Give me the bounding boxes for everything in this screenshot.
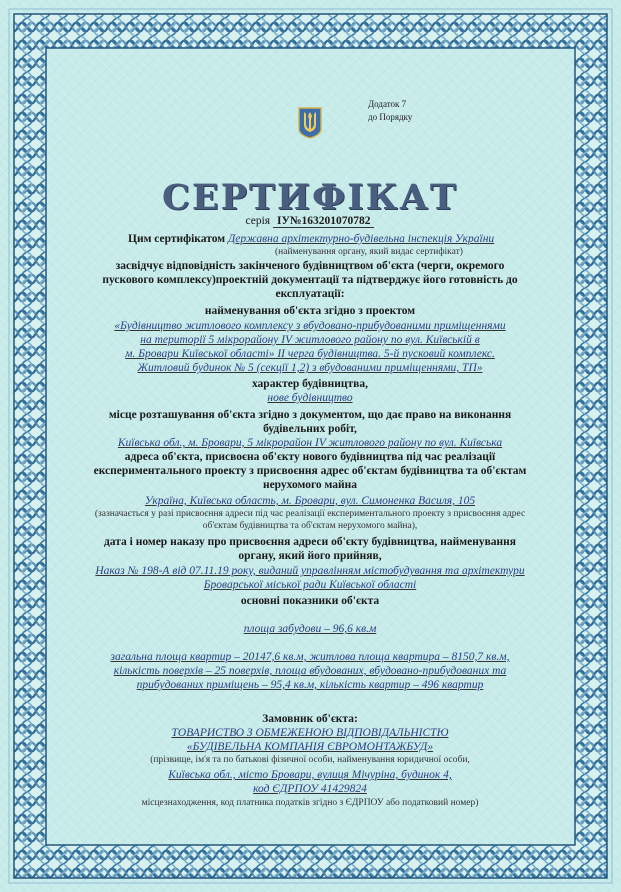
customer-address: Київська обл., місто Бровари, вулиця Мічуріна, будинок 4, <box>168 769 452 781</box>
series-line <box>60 215 560 227</box>
indicators-heading: основні показники об'єкта <box>240 595 380 607</box>
address-heading-1: адреса об'єкта, присвоєна об'єкту нового будівництва під час реалізації <box>124 451 496 463</box>
issuing-authority: Державна архітектурно-будівельна інспекція України <box>227 233 495 245</box>
location-heading-1: місце розташування об'єкта згідно з документом, що дає право на виконання <box>108 409 512 421</box>
series-number: ІУ№163201070782 <box>273 215 374 228</box>
indicators-line-3: прибудованих приміщень – 95,4 кв.м, кількість квартир – 496 квартир <box>136 679 484 691</box>
customer-code: код ЄДРПОУ 41429824 <box>253 783 367 795</box>
object-name-heading: найменування об'єкта згідно з проектом <box>204 305 416 317</box>
object-name-line-3: м. Бровари Київської області» ІІ черга будівництва. 5-й пусковий комплекс. <box>125 348 495 360</box>
character-value: нове будівництво <box>267 392 353 404</box>
annex-line-2: до Порядку <box>368 112 413 122</box>
address-heading-3: нерухомого майна <box>262 479 358 491</box>
object-name-line-2: на території 5 мікрорайону ІV житлового району по вул. Київській в <box>140 334 480 346</box>
object-name-line-1: «Будівництво житлового комплексу з вбудовано-прибудованими приміщеннями <box>114 320 506 332</box>
address-value: Україна, Київська область, м. Бровари, вул. Симоненка Василя, 105 <box>144 495 476 507</box>
customer-name-2: «БУДІВЕЛЬНА КОМПАНІЯ ЄВРОМОНТАЖБУД» <box>186 741 434 753</box>
indicators-line-1: загальна площа квартир – 20147,6 кв.м, житлова площа квартира – 8150,7 кв.м, <box>110 651 510 663</box>
location-value: Київська обл., м. Бровари, 5 мікрорайон ІV житлового району по вул. Київська <box>117 437 503 449</box>
address-heading-2: експериментального проекту з присвоєння адрес об'єктам будівництва та об'єктам <box>93 465 527 477</box>
customer-heading: Замовник об'єкта: <box>262 713 358 725</box>
object-name-line-4: Житловий будинок № 5 (секції 1,2) з вбудованими приміщеннями, ТП» <box>137 362 483 374</box>
address-note-1: (зазначається у разі присвоєння адреси під час реалізації експериментального проекту з присвоєння адрес <box>94 509 526 519</box>
address-note-2: об'єктам будівництва та об'єктам нерухомого майна), <box>202 521 418 531</box>
statement-line-1: засвідчує відповідність закінченого будівництвом об'єкта (черги, окремого <box>115 260 505 272</box>
statement-line-2: пускового комплексу)проектній документації та підтверджує його готовність до <box>102 274 518 286</box>
order-value-1: Наказ № 198-А від 07.11.19 року, виданий управлінням містобудування та архітектури <box>95 565 525 577</box>
indicators-line-2: кількість поверхів – 25 поверхів, площа вбудованих, вбудовано-прибудованих та <box>113 665 507 677</box>
order-heading-1: дата і номер наказу про присвоєння адреси об'єкту будівництва, найменування <box>103 536 517 548</box>
intro-prefix: Цим сертифікатом <box>128 233 226 245</box>
statement-line-3: експлуатації: <box>275 288 345 300</box>
order-heading-2: органу, який його прийняв, <box>238 550 382 562</box>
character-heading: характер будівництва, <box>251 378 369 390</box>
building-area: площа забудови – 96,6 кв.м <box>243 623 377 635</box>
annex-line-1: Додаток 7 <box>368 99 407 109</box>
order-value-2: Броварської міської ради Київської області <box>203 579 417 591</box>
annex-note <box>368 98 412 124</box>
customer-note-2: місцезнаходження, код платника податків згідно з ЄДРПОУ або податковий номер) <box>141 798 479 808</box>
series-label: серія <box>245 215 271 227</box>
authority-note: (найменування органу, який видає сертифікат) <box>275 247 463 257</box>
intro-line <box>128 232 494 246</box>
certificate-content <box>60 95 560 825</box>
trident-emblem-icon <box>298 107 322 139</box>
customer-note: (прізвище, ім'я та по батькові фізичної особи, найменування юридичної особи, <box>150 755 470 765</box>
location-heading-2: будівельних робіт, <box>263 423 357 435</box>
customer-name-1: ТОВАРИСТВО З ОБМЕЖЕНОЮ ВІДПОВІДАЛЬНІСТЮ <box>171 727 449 739</box>
certificate-title: СЕРТИФІКАТ <box>162 177 458 218</box>
